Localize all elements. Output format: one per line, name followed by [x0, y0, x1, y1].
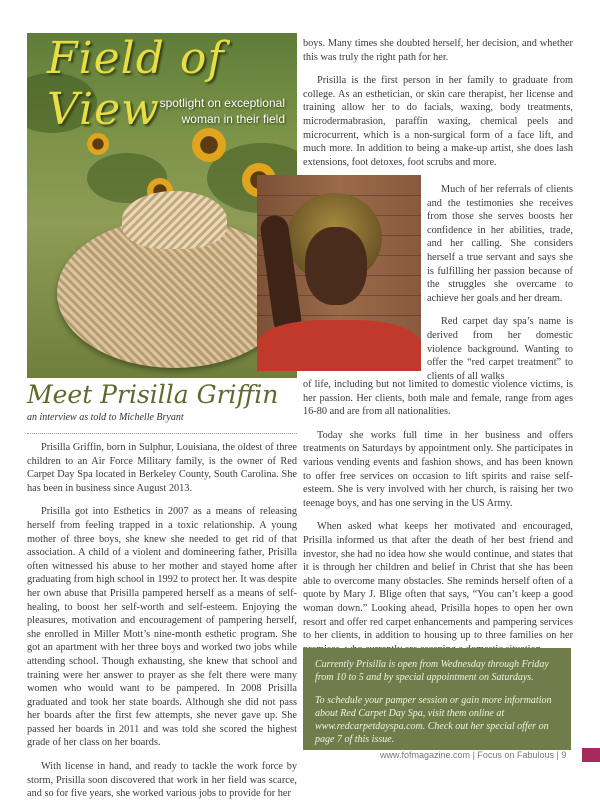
footer-accent-bar: [582, 748, 600, 762]
portrait-face: [305, 227, 367, 305]
right-column-lower: [303, 378, 573, 666]
paragraph: Red carpet day spa’s name is derived from her domestic violence background. Wanting to offer the “red carpet treatment” to clients of all walks: [427, 316, 573, 382]
portrait-shirt: [257, 320, 421, 371]
article-byline: an interview as told to Michelle Bryant: [27, 412, 184, 423]
right-column-top: [303, 37, 573, 179]
paragraph: When asked what keeps her motivated and encouraged, Prisilla informed us that after the death of her best friend and investor, she had no idea how she would continue, and states that it is through her children and belief in Christ that she has been able to overcome many obstacles. She reminds herself often of a quote by Mary J. Blige often that says, “You can’t keep a good woman down.” Looking ahead, Prisilla hopes to open her own resort and offer red carpet enhancements and pampering services to her clients, in addition to housing up to three families on her: [303, 521, 573, 642]
paragraph: Today she works full time in her business and offers treatments on Saturdays by appointment only. She participates in various vending events and fashion shows, and has been known to offer free services on occasion to lift spirits and raise self-esteem. She is very involved with her church, is raising her two teenage boys, and has one serving in the US Army.: [303, 429, 573, 509]
paragraph: of life, including but not limited to domestic violence victims, is her passion. Her clients, both male and female, range from ages 16-80 and are from all nationalities.: [303, 379, 573, 418]
promo-box: [303, 648, 571, 750]
paragraph: Prisilla got into Esthetics in 2007 as a means of releasing herself from feeling trapped in a toxic relationship. A young mother of three boys, she knew she needed to get rid of that association. A child of a violent and domineering father, Prisilla often witnessed his abuse to her mother and stayed home after graduating from high school in 1992 to protect her. It was despite her own abuse that Prisilla pampered herself as a means of self-healing, to boost her self-worth and self-esteem. Enjoying the pleasures, motivation and encouragement of pampering herself, she enrolled in Miller Mott’s nine-month esthetic program. She got an apartment with her three boys and worked two jobs while attending school. Though exhausting, she knew that school and training were her answer to prayer as she felt there were many women who would want to be pampered. In 2008 Prisilla graduated and took her state boards. Although she did not pass her boards after the first few attempts, she never gave up. She passed her boards in 2011 and was told she scored the highest grade of her class on her boards.: [27, 506, 297, 749]
promo-contact: To schedule your pamper session or gain more information about Red Carpet Day Spa, visit them online at www.redcarpetdayspa.com. Check out her special offer on page 7 of this issue.: [315, 695, 552, 745]
paragraph: Much of her referrals of clients and the testimonies she receives from those she serves boosts her confidence in her abilities, trade, and her calling. She considers herself a true servant and says she is fulfilling her passion because of the struggles she overcame to achieve her goals and her dream.: [427, 184, 573, 304]
footer-magazine: Focus on Fabulous: [477, 750, 554, 760]
page-number: 9: [561, 750, 567, 760]
article-title: Meet Prisilla Griffin: [27, 380, 279, 409]
promo-hours: Currently Prisilla is open from Wednesday through Friday from 10 to 5 and by special appointment on Saturdays.: [315, 659, 549, 683]
footer-separator: |: [556, 750, 559, 760]
paragraph: boys. Many times she doubted herself, her decision, and whether this was truly the right path for her.: [303, 38, 573, 63]
subtitle-line: spotlight on exceptional: [159, 96, 285, 110]
subtitle-line: woman in their field: [181, 112, 285, 126]
page-footer: [380, 750, 566, 760]
paragraph: Prisilla is the first person in her family to graduate from college. As an esthetician, or skin care therapist, her license and training allow her to do facials, waxing, body treatments, microdermabrasion, paraffin waxing, chemical peels and microcurrent, which is a non-surgical form of a face lift, and much more. In addition to being a make-up artist, she does lash extensions, foot detoxes, foot scrubs and more.: [303, 75, 573, 168]
footer-site[interactable]: www.fofmagazine.com: [380, 750, 471, 760]
section-subtitle: [125, 95, 285, 127]
paragraph: Prisilla Griffin, born in Sulphur, Louisiana, the oldest of three children to an Air Force Military family, is the owner of Red Carpet Day Spa located in Berkeley County, South Carolina. She has been in business since August 2013.: [27, 442, 297, 494]
section-title: Field of View: [47, 33, 225, 135]
paragraph: With license in hand, and ready to tackle the work force by storm, Prisilla soon discovered that work in her field was scarce, and so for five years, she worked various jobs to provide for her: [27, 761, 297, 800]
wrap-column: [427, 183, 573, 393]
portrait-photo: [257, 175, 421, 371]
left-column: [27, 441, 297, 811]
footer-separator: |: [472, 750, 475, 760]
divider: [27, 433, 297, 434]
